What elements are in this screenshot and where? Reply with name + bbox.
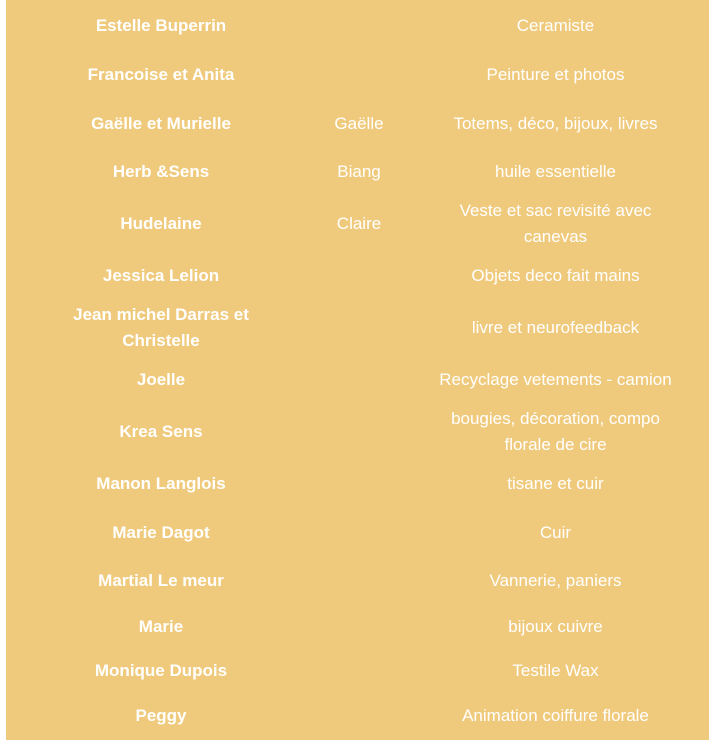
table-row — [6, 404, 709, 460]
vendor-product: Objets deco fait mains — [471, 266, 640, 285]
vendor-name: Gaëlle et Murielle — [91, 113, 231, 133]
table-row — [6, 252, 709, 300]
table-row — [6, 99, 709, 148]
table-row — [6, 356, 709, 404]
vendor-name — [6, 300, 316, 356]
table-row — [6, 508, 709, 557]
table-row — [6, 693, 709, 739]
vendor-contact — [316, 460, 402, 508]
vendor-product: tisane et cuir — [507, 474, 604, 493]
vendor-name: Marie Dagot — [112, 522, 210, 542]
vendor-product: Recyclage vetements - camion — [439, 370, 672, 389]
vendor-product — [402, 404, 709, 460]
table-row — [6, 460, 709, 508]
vendor-product-text: bougies, décoration, compo florale de cire — [451, 409, 660, 454]
vendor-product: Cuir — [539, 522, 572, 542]
vendor-name: Monique Dupois — [94, 661, 228, 680]
vendor-contact — [316, 252, 402, 300]
vendor-name: Martial Le meur — [98, 571, 224, 590]
vendor-name: Jessica Lelion — [102, 266, 220, 285]
vendor-product: Testile Wax — [512, 661, 599, 680]
vendor-contact — [316, 693, 402, 739]
table-row — [6, 0, 709, 51]
table-row — [6, 300, 709, 356]
vendor-name: Krea Sens — [119, 422, 203, 441]
table-row — [6, 605, 709, 649]
vendor-contact — [316, 557, 402, 605]
vendor-name: Peggy — [135, 706, 187, 725]
vendor-product: Animation coiffure florale — [462, 706, 649, 725]
vendor-name: Herb &Sens — [112, 162, 210, 181]
vendor-contact — [316, 300, 402, 356]
vendor-contact — [316, 649, 402, 693]
vendor-contact — [316, 51, 402, 99]
vendor-product: Totems, déco, bijoux, livres — [453, 113, 658, 133]
vendor-contact: Gaëlle — [334, 113, 384, 133]
table-row — [6, 649, 709, 693]
vendor-product: Vannerie, paniers — [489, 571, 622, 590]
vendor-product-text: Veste et sac revisité avec canevas — [459, 201, 652, 246]
vendor-product — [402, 196, 709, 252]
vendor-contact — [316, 0, 402, 51]
vendor-product: Ceramiste — [516, 15, 595, 35]
vendor-product: livre et neurofeedback — [471, 318, 640, 337]
vendor-product: huile essentielle — [495, 162, 616, 181]
vendor-name: Francoise et Anita — [87, 65, 235, 84]
vendor-product: bijoux cuivre — [508, 617, 603, 636]
vendor-name-text: Jean michel Darras et Christelle — [73, 305, 249, 350]
vendor-contact — [316, 356, 402, 404]
vendor-contact — [316, 605, 402, 649]
table-row — [6, 557, 709, 605]
table-row — [6, 51, 709, 99]
vendor-table — [6, 0, 709, 739]
vendor-table-panel — [6, 0, 709, 740]
vendor-contact: Biang — [337, 162, 381, 181]
vendor-contact: Claire — [336, 214, 382, 233]
vendor-name: Estelle Buperrin — [95, 15, 227, 35]
vendor-name: Hudelaine — [120, 214, 202, 233]
table-row — [6, 148, 709, 196]
vendor-contact — [316, 404, 402, 460]
vendor-name: Manon Langlois — [96, 474, 226, 493]
table-row — [6, 196, 709, 252]
vendor-product: Peinture et photos — [486, 65, 625, 84]
vendor-name: Marie — [138, 617, 184, 636]
vendor-contact — [316, 508, 402, 557]
vendor-name: Joelle — [136, 370, 186, 389]
